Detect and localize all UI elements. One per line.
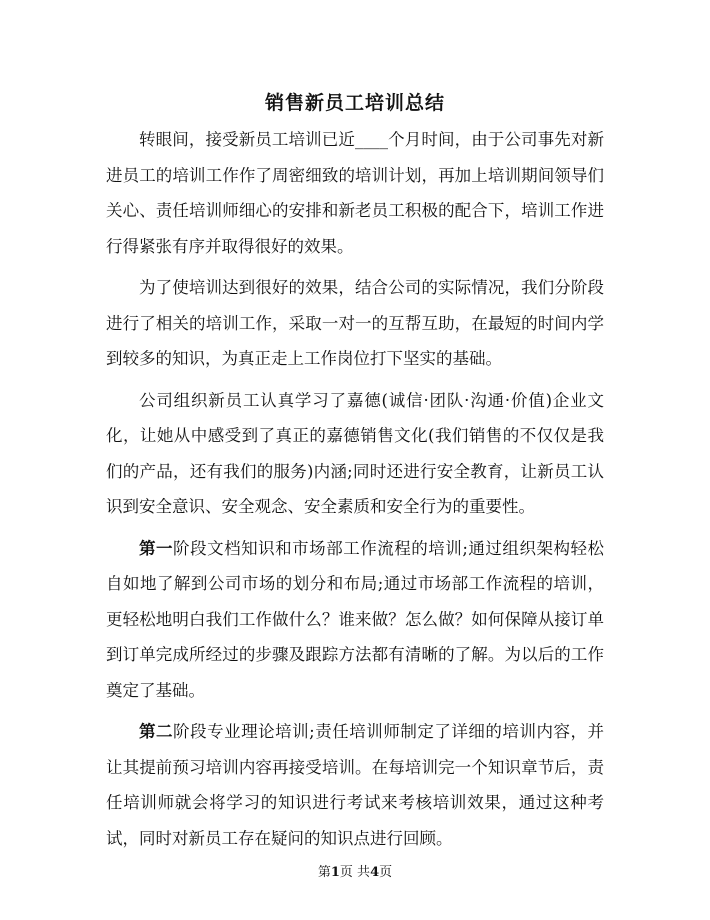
paragraph-text: 公司组织新员工认真学习了嘉德(诚信·团队·沟通·价值)企业文化，让她从中感受到了真正的嘉德销售文化(我们销售的不仅仅是我们的产品，还有我们的服务)内涵;同时还进行安全教育，让新员工认识到安全意识、安全观念、安全素质和安全行为的重要性。 [106,390,604,516]
paragraph-4 [106,531,604,709]
footer-total-pages: 4 [370,865,380,880]
footer-prefix: 第 [317,865,331,880]
document-body [106,122,604,862]
paragraph-lead: 第二 [139,722,174,741]
footer-page-number: 1 [330,865,340,880]
paragraph-text: 转眼间，接受新员工培训已近____个月时间，由于公司事先对新进员工的培训工作作了周密细致的培训计划，再加上培训期间领导们关心、责任培训师细心的安排和新老员工积极的配合下，培训工作进行得紧张有序并取得很好的效果。 [106,130,604,256]
paragraph-2 [106,270,604,377]
paragraph-3 [106,383,604,525]
document-title: 销售新员工培训总结 [264,92,445,114]
paragraph-text: 阶段专业理论培训;责任培训师制定了详细的培训内容，并让其提前预习培训内容再接受培训。在每培训完一个知识章节后，责任培训师就会将学习的知识进行考试来考核培训效果，通过这种考试，同时对新员工存在疑问的知识点进行回顾。 [106,722,605,848]
paragraph-5 [106,714,604,856]
page-footer [0,861,710,880]
paragraph-lead: 第一 [139,538,174,558]
footer-suffix: 页 [379,865,393,880]
paragraph-text: 阶段文档知识和市场部工作流程的培训;通过组织架构轻松自如地了解到公司市场的划分和布局;通过市场部工作流程的培训，更轻松地明白我们工作做什么？谁来做？怎么做？如何保障从接订单到订单完成所经过的步骤及跟踪方法都有清晰的了解。为以后的工作奠定了基础。 [106,538,605,700]
paragraph-1 [106,122,604,264]
paragraph-text: 为了使培训达到很好的效果，结合公司的实际情况，我们分阶段进行了相关的培训工作，采取一对一的互帮互助，在最短的时间内学到较多的知识，为真正走上工作岗位打下坚实的基础。 [106,278,604,368]
footer-middle: 页 共 [339,865,371,880]
